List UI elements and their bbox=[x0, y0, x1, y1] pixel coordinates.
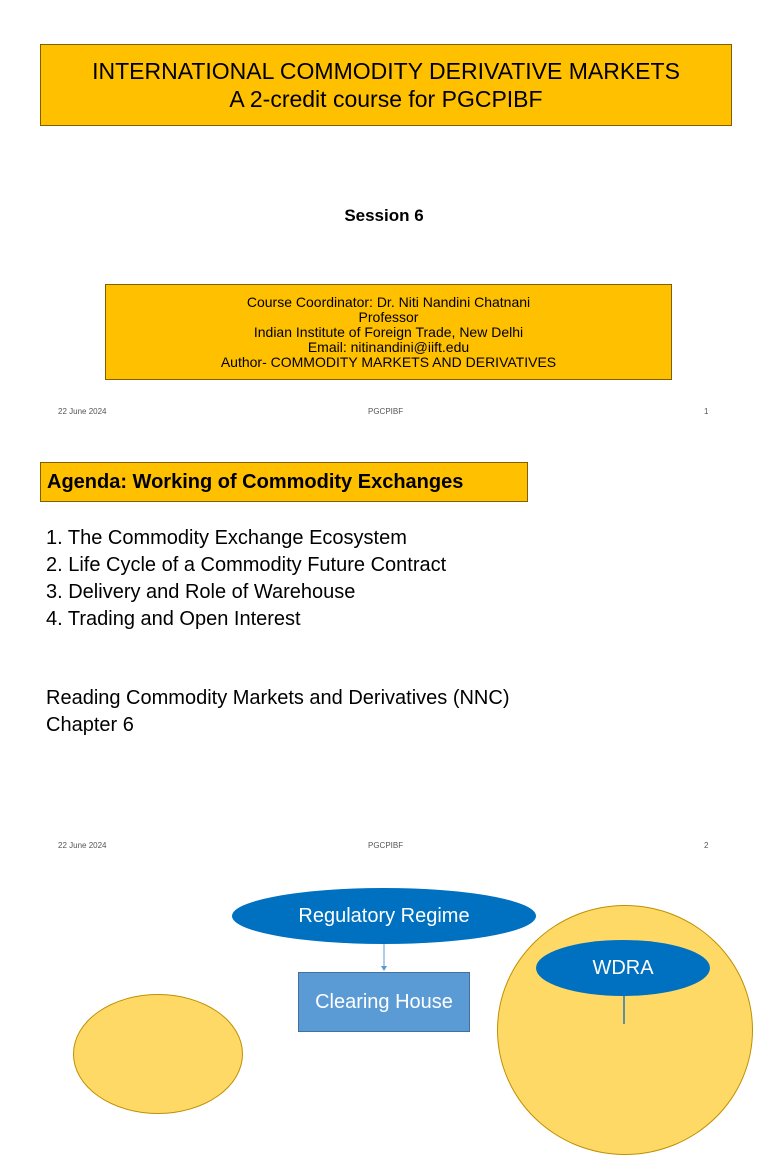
wdra-node: WDRA bbox=[536, 940, 710, 996]
footer-date: 22 June 2024 bbox=[58, 407, 107, 416]
title-line-1: INTERNATIONAL COMMODITY DERIVATIVE MARKETS bbox=[92, 58, 680, 84]
coordinator-line: Professor bbox=[358, 308, 419, 325]
footer-center: PGCPIBF bbox=[368, 841, 404, 850]
coordinator-line: Email: nitinandini@iift.edu bbox=[307, 338, 470, 355]
arrow-head bbox=[381, 966, 387, 971]
regulatory-regime-node: Regulatory Regime bbox=[232, 888, 536, 944]
list-item: 4. Trading and Open Interest bbox=[46, 608, 301, 630]
title-line-2: A 2-credit course for PGCPIBF bbox=[229, 86, 543, 112]
footer-center: PGCPIBF bbox=[368, 407, 404, 416]
coordinator-line: Author- COMMODITY MARKETS AND DERIVATIVES bbox=[220, 353, 557, 370]
footer-page: 2 bbox=[704, 841, 709, 850]
coordinator-line: Course Coordinator: Dr. Niti Nandini Chatnani bbox=[246, 293, 531, 310]
footer-page: 1 bbox=[704, 407, 709, 416]
session-label: Session 6 bbox=[344, 206, 424, 225]
reading-line-2: Chapter 6 bbox=[46, 714, 134, 736]
list-item: 2. Life Cycle of a Commodity Future Contract bbox=[46, 554, 447, 576]
list-item: 1. The Commodity Exchange Ecosystem bbox=[46, 527, 407, 549]
list-item: 3. Delivery and Role of Warehouse bbox=[46, 581, 356, 603]
footer-date: 22 June 2024 bbox=[58, 841, 107, 850]
reading-line-1: Reading Commodity Markets and Derivatives (NNC) bbox=[46, 687, 510, 709]
coordinator-line: Indian Institute of Foreign Trade, New Delhi bbox=[253, 323, 524, 340]
agenda-heading: Agenda: Working of Commodity Exchanges bbox=[40, 462, 528, 502]
clearing-house-node: Clearing House bbox=[298, 972, 470, 1032]
